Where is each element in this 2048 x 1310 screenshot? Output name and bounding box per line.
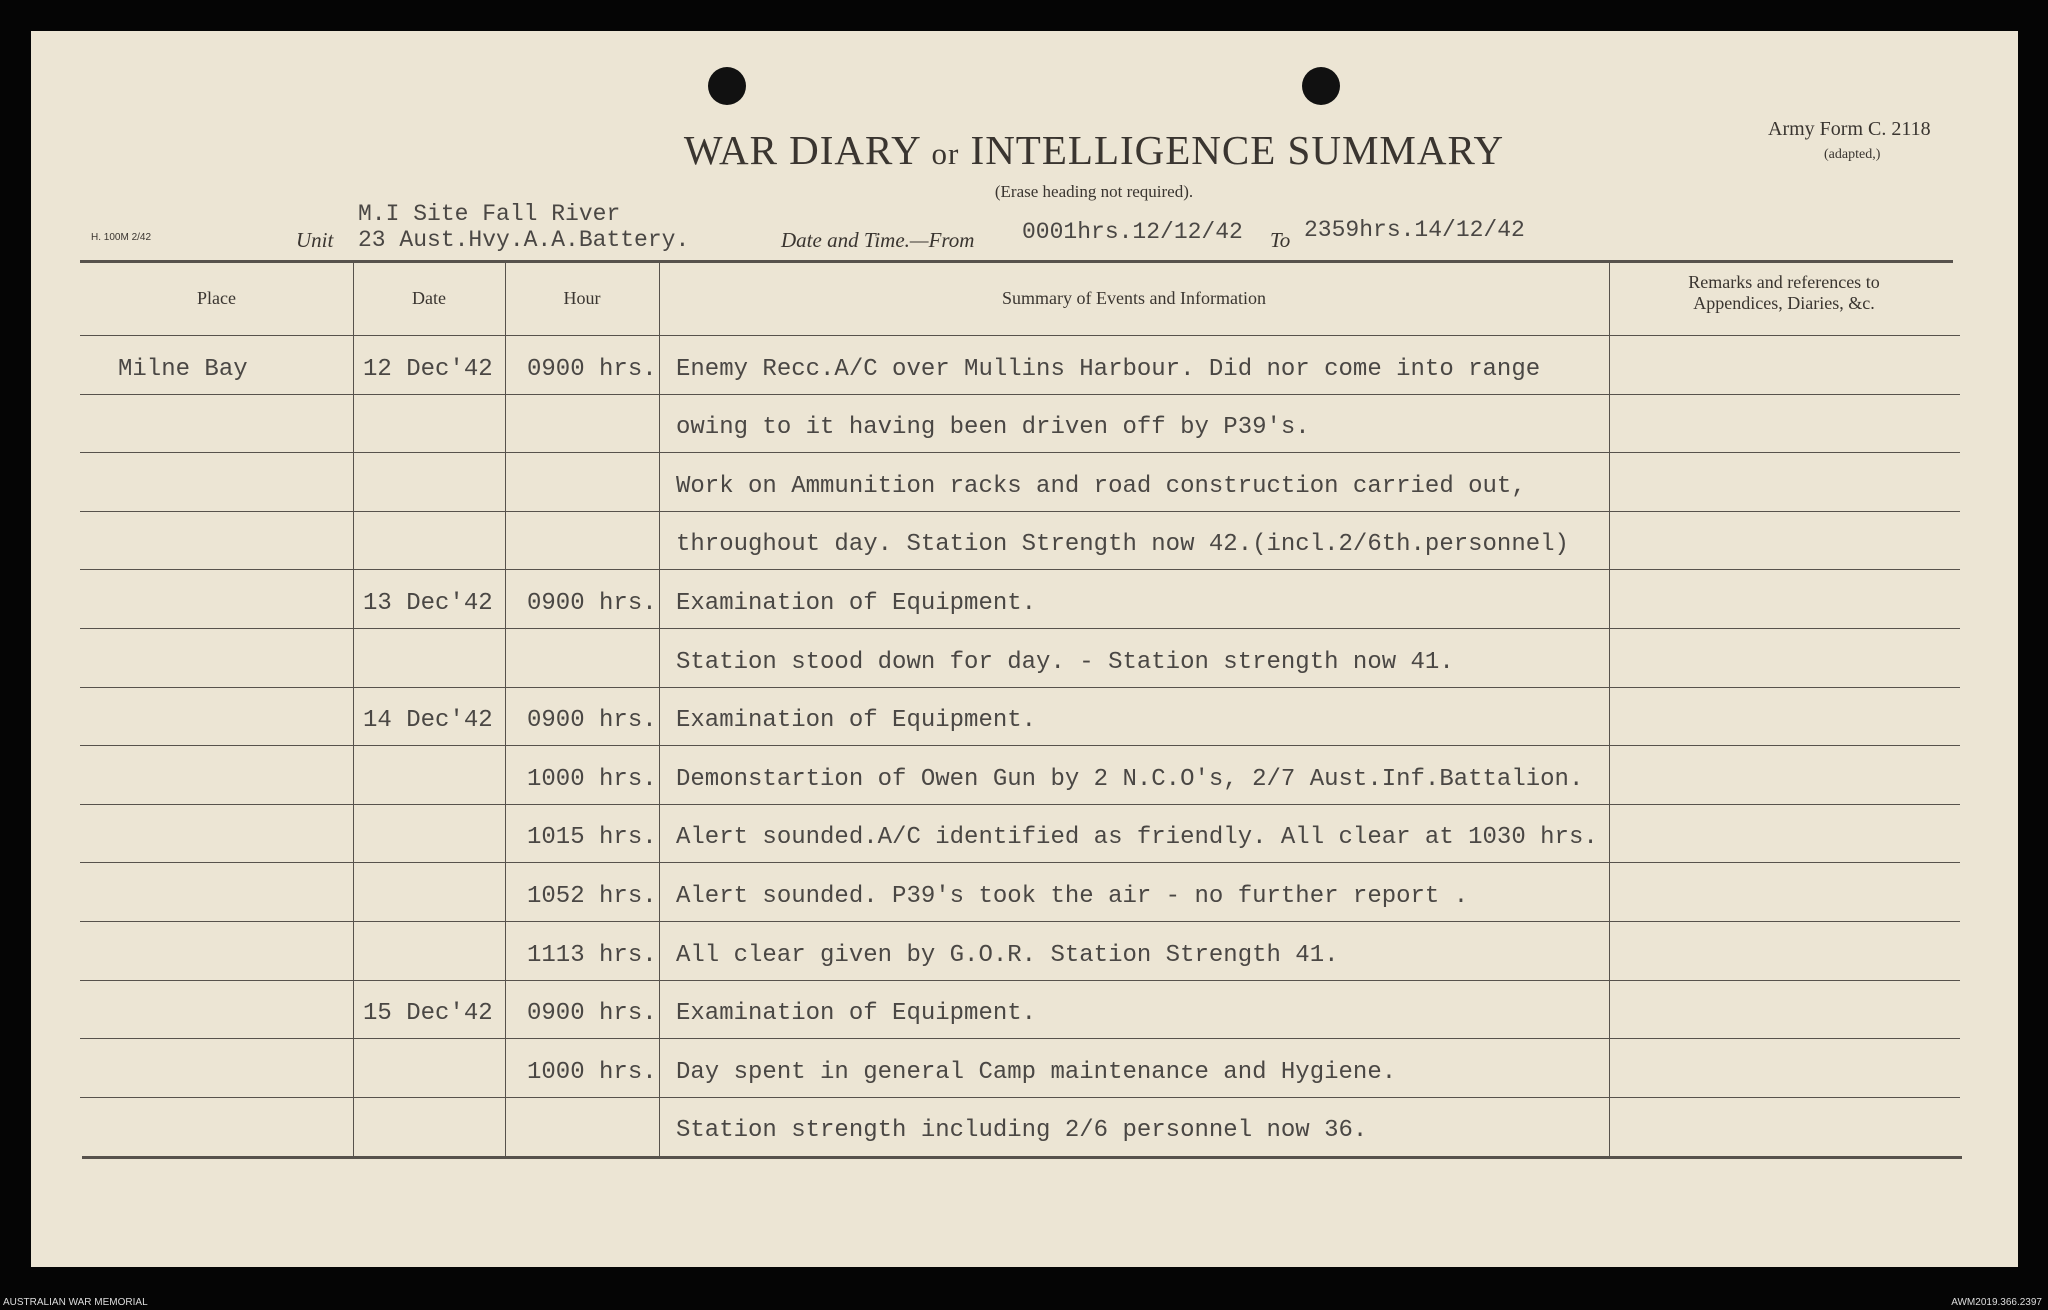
row-summary-cell: Examination of Equipment. <box>676 590 1037 617</box>
row-summary-cell: Alert sounded.A/C identified as friendly. All clear at 1030 hrs. <box>676 824 1598 852</box>
table-top-rule <box>80 260 1953 263</box>
header-place: Place <box>197 288 236 308</box>
row-rule <box>80 1097 1960 1098</box>
row-summary-cell: throughout day. Station Strength now 42.(incl.2/6th.personnel) <box>676 531 1569 559</box>
army-form-adapted: (adapted,) <box>1824 147 1881 162</box>
row-summary-cell: Examination of Equipment. <box>676 1000 1037 1028</box>
credit-left: AUSTRALIAN WAR MEMORIAL <box>3 1297 148 1308</box>
date-from-value: 0001hrs.12/12/42 <box>1022 219 1243 245</box>
row-summary-cell: owing to it having been driven off by P39's. <box>676 414 1310 442</box>
row-summary-cell: Examination of Equipment. <box>676 707 1037 735</box>
row-hour-cell: 1000 hrs. <box>527 765 657 793</box>
to-label: To <box>1270 228 1291 252</box>
punch-hole-right <box>1302 67 1340 105</box>
row-summary-cell: Alert sounded. P39's took the air - no further report . <box>676 883 1469 910</box>
row-rule <box>80 1038 1960 1039</box>
row-rule <box>80 862 1960 863</box>
header-remarks-line-2: Appendices, Diaries, &c. <box>1693 293 1875 313</box>
title-or: or <box>931 136 960 171</box>
title-war-diary: WAR DIARY <box>683 127 921 173</box>
row-hour-cell: 0900 hrs. <box>527 707 657 735</box>
row-rule <box>80 804 1960 805</box>
row-date-cell: 15 Dec'42 <box>363 1000 493 1028</box>
header-remarks-line-1: Remarks and references to <box>1688 272 1880 292</box>
credit-right: AWM2019.366.2397 <box>1951 1297 2042 1308</box>
date-time-label: Date and Time.—From <box>781 228 975 252</box>
row-hour-cell: 0900 hrs. <box>527 590 657 617</box>
col-divider-place <box>353 262 354 1156</box>
row-hour-cell: 1113 hrs. <box>527 941 657 969</box>
row-hour-cell: 0900 hrs. <box>527 1000 657 1028</box>
row-rule <box>80 921 1960 922</box>
row-rule <box>80 745 1960 746</box>
title-intelligence-summary: INTELLIGENCE SUMMARY <box>970 127 1505 173</box>
form-title <box>0 126 2048 174</box>
row-summary-cell: Station strength including 2/6 personnel now 36. <box>676 1117 1368 1145</box>
row-rule <box>80 511 1960 512</box>
row-rule <box>80 394 1960 395</box>
row-hour-cell: 1000 hrs. <box>527 1058 657 1086</box>
col-divider-date <box>505 262 506 1156</box>
row-rule <box>80 980 1960 981</box>
row-date-cell: 14 Dec'42 <box>363 707 493 735</box>
row-summary-cell: Station stood down for day. - Station strength now 41. <box>676 648 1454 676</box>
row-place-cell: Milne Bay <box>118 355 248 383</box>
punch-hole-left <box>708 67 746 105</box>
col-divider-hour <box>659 262 660 1156</box>
date-to-value: 2359hrs.14/12/42 <box>1304 217 1525 243</box>
row-hour-cell: 1052 hrs. <box>527 883 657 910</box>
row-summary-cell: Demonstartion of Owen Gun by 2 N.C.O's, 2/7 Aust.Inf.Battalion. <box>676 765 1584 793</box>
unit-line-1: M.I Site Fall River <box>358 201 621 227</box>
row-summary-cell: Enemy Recc.A/C over Mullins Harbour. Did nor come into range <box>676 355 1541 383</box>
form-print-code: H. 100M 2/42 <box>91 232 152 243</box>
row-rule <box>80 569 1960 570</box>
army-form-number: Army Form C. 2118 <box>1768 118 1931 140</box>
row-hour-cell: 0900 hrs. <box>527 355 657 383</box>
unit-line-2: 23 Aust.Hvy.A.A.Battery. <box>358 227 690 253</box>
table-bottom-rule <box>82 1156 1962 1159</box>
unit-label: Unit <box>296 228 334 252</box>
header-hour: Hour <box>563 288 601 308</box>
row-summary-cell: All clear given by G.O.R. Station Strength 41. <box>676 941 1339 969</box>
row-rule <box>80 452 1960 453</box>
row-date-cell: 12 Dec'42 <box>363 355 493 383</box>
row-summary-cell: Day spent in general Camp maintenance and Hygiene. <box>676 1058 1397 1086</box>
row-date-cell: 13 Dec'42 <box>363 590 493 617</box>
row-rule <box>80 628 1960 629</box>
col-divider-summary <box>1609 262 1610 1156</box>
erase-note: (Erase heading not required). <box>994 182 1194 201</box>
header-bottom-rule <box>80 335 1960 336</box>
row-summary-cell: Work on Ammunition racks and road construction carried out, <box>676 472 1526 500</box>
header-summary: Summary of Events and Information <box>1002 288 1266 308</box>
header-date: Date <box>412 288 446 308</box>
row-hour-cell: 1015 hrs. <box>527 824 657 852</box>
row-rule <box>80 687 1960 688</box>
